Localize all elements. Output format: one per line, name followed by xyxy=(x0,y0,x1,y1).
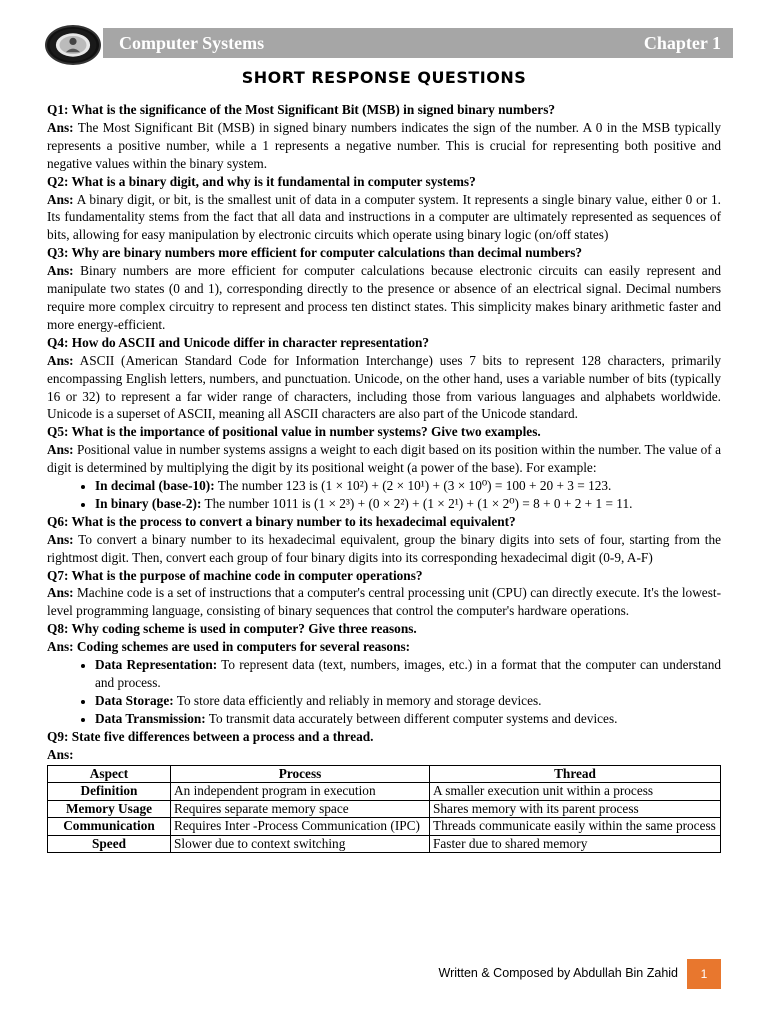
page-header xyxy=(45,25,733,63)
question: Q5: What is the importance of positional value in number systems? Give two examples. xyxy=(47,424,541,440)
list-item: • Data Transmission: To transmit data accurately between different computer systems and devices. xyxy=(95,710,721,728)
example-list xyxy=(47,477,721,513)
table-row xyxy=(48,800,721,818)
question: Q8: Why coding scheme is used in computer? Give three reasons. xyxy=(47,621,417,637)
answer: Ans: A binary digit, or bit, is the smallest unit of data in a computer system. It represents a single binary value, either 0 or 1. Its fundamentality stems from the fact that all data and instructions in a computer are ultimately represented as sequences of bits, allowing for easy manipulation by electronic circuits which operate using binary logic (on/off states) xyxy=(47,191,721,243)
school-logo xyxy=(45,25,101,65)
answer: Ans: To convert a binary number to its hexadecimal equivalent, group the binary digits into sets of four, starting from the rightmost digit. Then, convert each group of four binary digits into its corresponding hexadecimal digit (0-9, A-F) xyxy=(47,531,722,565)
answer-intro: Ans: xyxy=(47,746,74,762)
table-row xyxy=(48,783,721,801)
table-cell: Memory Usage xyxy=(48,800,171,818)
answer-intro: Ans: Coding schemes are used in computers for several reasons: xyxy=(47,639,411,655)
table-cell: Shares memory with its parent process xyxy=(430,800,721,818)
reason-list xyxy=(47,656,721,728)
table-cell: Requires Inter -Process Communication (IPC) xyxy=(171,818,430,836)
question: Q7: What is the purpose of machine code in computer operations? xyxy=(47,567,423,583)
answer: Ans: Positional value in number systems assigns a weight to each digit based on its position within the number. The value of a digit is determined by multiplying the digit by its positional weight (a power of the base). For example: xyxy=(47,442,721,476)
answer: Ans: The Most Significant Bit (MSB) in signed binary numbers indicates the sign of the number. A 0 in the MSB typically represents a positive number, while a 1 represents a negative number. This is crucial for representing both positive and negative values within the binary system. xyxy=(47,119,721,171)
table-cell: Threads communicate easily within the same process xyxy=(430,818,721,836)
table-row xyxy=(48,835,721,853)
table-row xyxy=(48,818,721,836)
page-title: SHORT RESPONSE QUESTIONS xyxy=(241,68,527,87)
header-bar xyxy=(103,28,733,58)
list-item: • Data Representation: To represent data (text, numbers, images, etc.) in a format that the computer can understand and process. xyxy=(95,656,721,692)
column-header: Process xyxy=(171,765,430,783)
question: Q9: State five differences between a process and a thread. xyxy=(47,728,374,744)
question: Q1: What is the significance of the Most Significant Bit (MSB) in signed binary numbers? xyxy=(47,102,556,117)
logo-emblem-icon xyxy=(47,27,99,63)
book-title: Computer Systems xyxy=(119,33,265,53)
comparison-table xyxy=(47,765,721,854)
question: Q6: What is the process to convert a binary number to its hexadecimal equivalent? xyxy=(47,513,516,529)
table-cell: Definition xyxy=(48,783,171,801)
table-cell: Slower due to context switching xyxy=(171,835,430,853)
answer: Ans: Machine code is a set of instructions that a computer's central processing unit (CPU) can directly execute. It's the lowest-level programming language, consisting of binary sequences that control the computer's hardware operations. xyxy=(47,585,722,619)
table-cell: Communication xyxy=(48,818,171,836)
table-header-row xyxy=(48,765,721,783)
table-cell: A smaller execution unit within a process xyxy=(430,783,721,801)
question: Q4: How do ASCII and Unicode differ in character representation? xyxy=(47,334,430,350)
footer-credit: Written & Composed by Abdullah Bin Zahid xyxy=(438,966,678,980)
answer: Ans: Binary numbers are more efficient for computer calculations because electronic circuits can easily represent and manipulate two states (0 and 1), corresponding directly to the presence or absence of an electrical signal. Decimal numbers require more complex circuitry to represent and process ten distinct states. This simplicity makes binary arithmetic faster and more energy-efficient. xyxy=(47,263,722,332)
table-cell: Requires separate memory space xyxy=(171,800,430,818)
question: Q3: Why are binary numbers more efficient for computer calculations than decimal numbers? xyxy=(47,245,583,261)
list-item: • Data Storage: To store data efficiently and reliably in memory and storage devices. xyxy=(95,692,721,710)
chapter-label: Chapter 1 xyxy=(643,33,721,53)
table-cell: Speed xyxy=(48,835,171,853)
qa-content xyxy=(47,101,721,853)
column-header: Thread xyxy=(430,765,721,783)
table-cell: An independent program in execution xyxy=(171,783,430,801)
list-item: • In decimal (base-10): The number 123 is (1 × 10²) + (2 × 10¹) + (3 × 10⁰) = 100 + 20 + 3 = 123. xyxy=(95,477,721,495)
page-number: 1 xyxy=(687,959,721,989)
table-cell: Faster due to shared memory xyxy=(430,835,721,853)
column-header: Aspect xyxy=(48,765,171,783)
answer: Ans: ASCII (American Standard Code for Information Interchange) uses 7 bits to represent 128 characters, primarily encompassing English letters, numbers, and punctuation. Unicode, on the other hand, uses a variable number of bits (typically 16 or 32) to represent a far wider range of characters, including those from various languages and alphabets worldwide. Unicode is a superset of ASCII, meaning all ASCII characters are also part of the Unicode standard. xyxy=(47,352,722,422)
question: Q2: What is a binary digit, and why is it fundamental in computer systems? xyxy=(47,173,476,189)
list-item: • In binary (base-2): The number 1011 is (1 × 2³) + (0 × 2²) + (1 × 2¹) + (1 × 2⁰) = 8 + 0 + 2 + 1 = 11. xyxy=(95,495,721,513)
